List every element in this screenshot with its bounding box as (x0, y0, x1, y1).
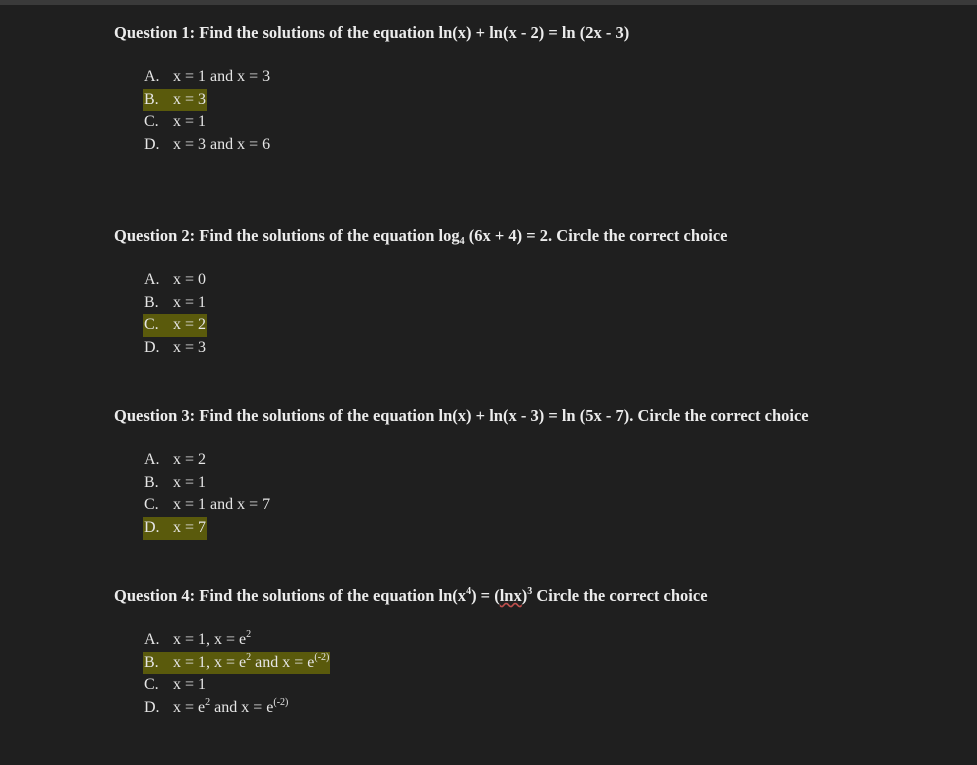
question-1-option-c[interactable]: C. x = 1 (144, 113, 207, 131)
question-1-options (143, 66, 271, 157)
question-4-option-c[interactable]: C. x = 1 (144, 676, 207, 694)
question-1-option-d[interactable]: D. x = 3 and x = 6 (144, 136, 271, 154)
question-4-option-b[interactable]: B. x = 1, $x = e^2$ and $x = e^{(-2)}$ (143, 652, 330, 675)
question-1-option-a[interactable]: A. x = 1 and x = 3 (144, 68, 271, 85)
question-1-text: Question 1: Find the solutions of the equation ln(x) + ln(x - 2) = ln (2x - 3) (114, 23, 630, 42)
window-top-bar (0, 0, 977, 5)
question-2-option-a[interactable]: A. x = 0 (144, 271, 207, 288)
question-3-option-d[interactable]: D. x = 7 (143, 517, 271, 540)
question-3-option-b[interactable]: B. x = 1 (144, 473, 207, 491)
question-2-text: Question 2: Find the solutions of the equation $\log_4 (6x + 4) = 2$. Circle the correct choice (114, 226, 728, 247)
question-2-option-d[interactable]: D. x = 3 (144, 339, 207, 357)
question-3-text: Question 3: Find the solutions of the equation ln(x) + ln(x - 3) = ln (5x - 7). Circle the correct choice (114, 406, 809, 425)
question-2-options (143, 269, 207, 360)
question-4-option-d[interactable]: D. $x = e^2$ and $x = e^{(-2)}$ (144, 697, 289, 717)
spellcheck-underline: lnx (499, 586, 522, 605)
question-3-options (143, 449, 271, 540)
question-4-text: Question 4: Find the solutions of the equation $\ln(x^4) = (\ln x)^3$ Circle the correct choice (114, 586, 708, 605)
question-2-option-b[interactable]: B. x = 1 (144, 293, 207, 311)
question-3-option-a[interactable]: A. x = 2 (144, 451, 207, 468)
question-2-option-c[interactable]: C. x = 2 (143, 314, 207, 337)
question-4-options (143, 629, 330, 720)
question-4-option-a[interactable]: A. x = 1, $x = e^2$ (144, 629, 252, 648)
question-1-option-b[interactable]: B. x = 3 (143, 89, 271, 112)
question-3-option-c[interactable]: C. x = 1 and x = 7 (144, 496, 271, 514)
